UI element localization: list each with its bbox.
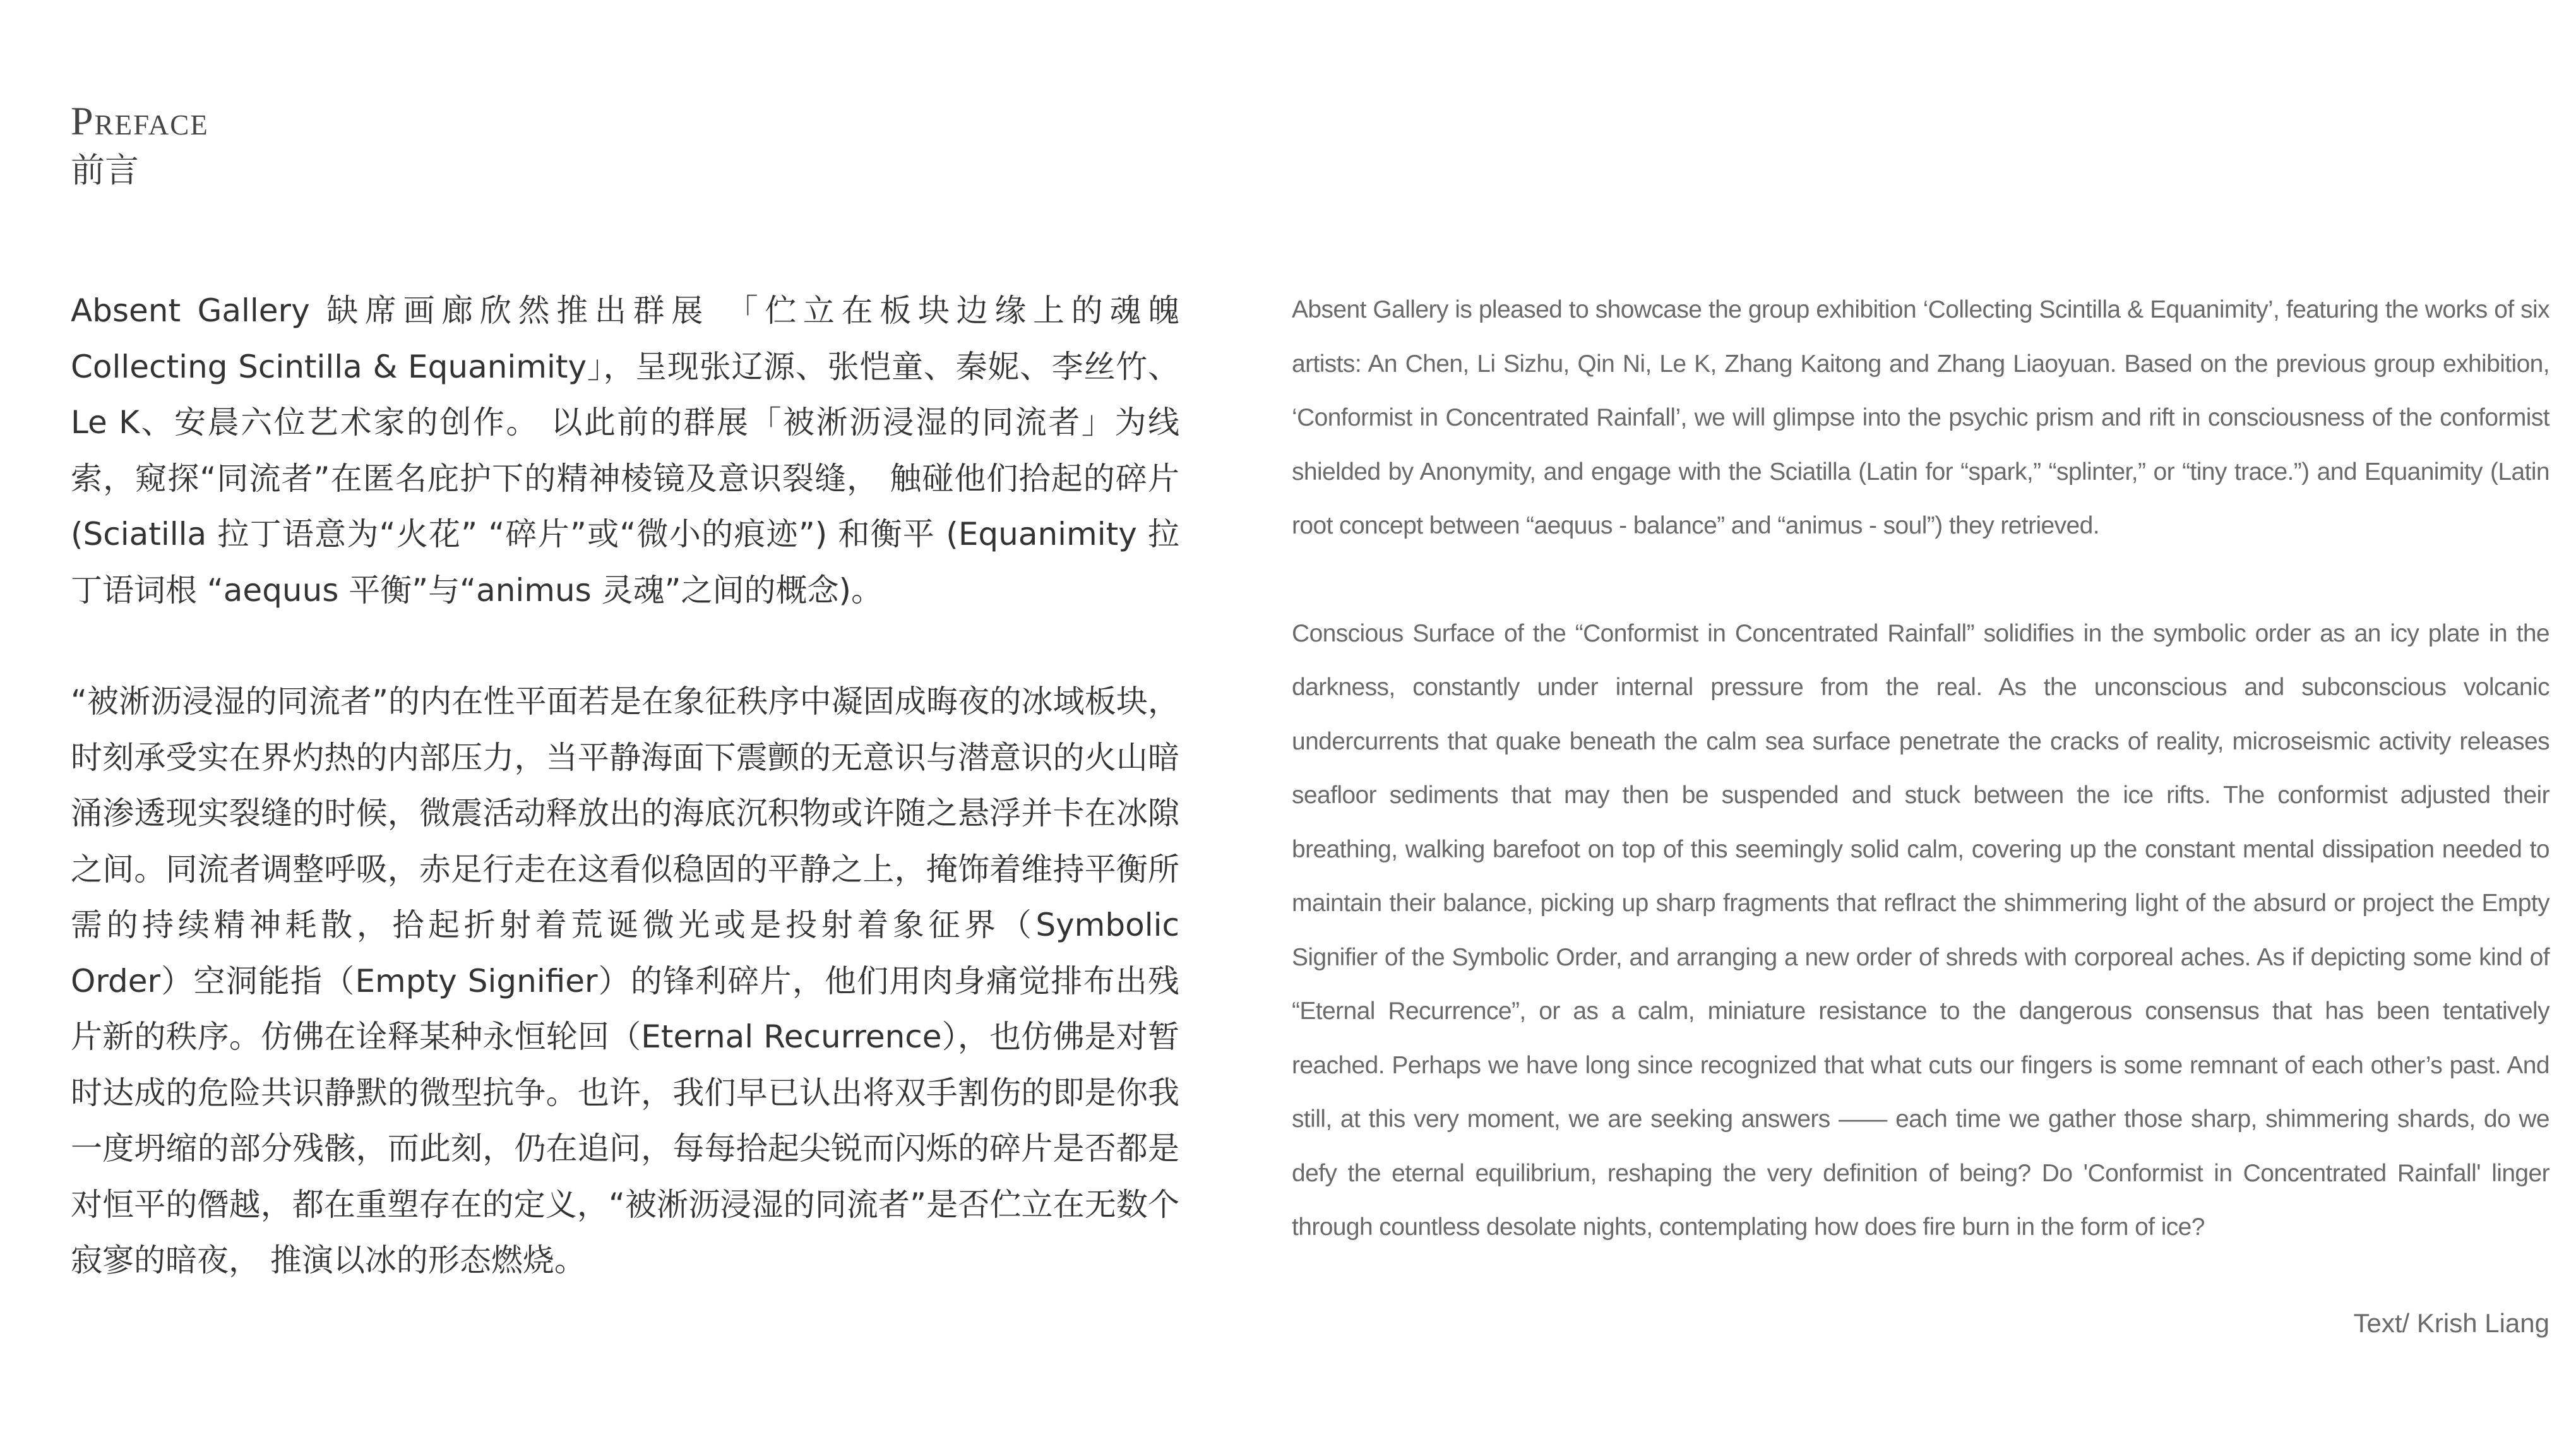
page-heading [71,96,209,194]
chinese-text-column [71,283,1179,1289]
author-credit: Text/ Krish Liang [2353,1308,2549,1338]
english-paragraph-2: Conscious Surface of the “Conformist in Concentrated Rainfall” solidifies in the symbolic order as an icy plate in the darkness, constantly under internal pressure from the real. As the unconscious and subconscious volcanic undercurrents that quake beneath the calm sea surface penetrate the cracks of reality, microseismic activity releases seafloor sediments that may then be suspended and stuck between the ice rifts. The conformist adjusted their breathing, walking barefoot on top of this seemingly solid calm, covering up the constant mental dissipation needed to maintain their balance, picking up sharp fragments that reflract the shimmering light of the absurd or project the Empty Signifier of the Symbolic Order, and arranging a new order of shreds with corporeal aches. As if depicting some kind of “Eternal Recurrence”, or as a calm, miniature resistance to the dangerous consensus that has been tentatively reached. Perhaps we have long since recognized that what cuts our fingers is some remnant of each other’s past. And still, at this very moment, we are seeking answers —— each time we gather those sharp, shimmering shards, do we defy the eternal equilibrium, reshaping the very definition of being? Do 'Conformist in Concentrated Rainfall' linger through countless desolate nights, contemplating how does fire burn in the form of ice? [1292,619,2549,1241]
chinese-paragraph-2: “被淅沥浸湿的同流者”的内在性平面若是在象征秩序中凝固成晦夜的冰域板块，时刻承受实在界灼热的内部压力，当平静海面下震颤的无意识与潜意识的火山暗涌渗透现实裂缝的时候，微震活动释放出的海底沉积物或许随之悬浮并卡在冰隙之间。同流者调整呼吸，赤足行走在这看似稳固的平静之上，掩饰着维持平衡所需的持续精神耗散，拾起折射着荒诞微光或是投射着象征界（Symbolic Order）空洞能指（Empty Signifier）的锋利碎片，他们用肉身痛觉排布出残片新的秩序。仿佛在诠释某种永恒轮回（Eternal Recurrence），也仿佛是对暂时达成的危险共识静默的微型抗争。也许，我们早已认出将双手割伤的即是你我一度坍缩的部分残骸，而此刻，仍在追问，每每拾起尖锐而闪烁的碎片是否都是对恒平的僭越，都在重塑存在的定义，“被淅沥浸湿的同流者”是否伫立在无数个寂寥的暗夜， 推演以冰的形态燃烧。 [71,683,1179,1279]
english-text-column [1292,283,2549,1255]
chinese-paragraph-1: Absent Gallery 缺席画廊欣然推出群展 「伫立在板块边缘上的魂魄 Collecting Scintilla & Equanimity」，呈现张辽源、张恺童、秦妮、李丝竹、Le K、安晨六位艺术家的创作。 以此前的群展「被淅沥浸湿的同流者」为线索，窥探“同流者”在匿名庇护下的精神棱镜及意识裂缝， 触碰他们拾起的碎片 (Sciatilla 拉丁语意为“火花” “碎片”或“微小的痕迹”) 和衡平 (Equanimity 拉丁语词根 “aequus 平衡”与“animus 灵魂”之间的概念)。 [71,292,1179,609]
heading-english: Preface [71,98,209,143]
english-paragraph-1: Absent Gallery is pleased to showcase the group exhibition ‘Collecting Scintilla & Equanimity’, featuring the works of six artists: An Chen, Li Sizhu, Qin Ni, Le K, Zhang Kaitong and Zhang Liaoyuan. Based on the previous group exhibition, ‘Conformist in Concentrated Rainfall’, we will glimpse into the psychic prism and rift in consciousness of the conformist shielded by Anonymity, and engage with the Sciatilla (Latin for “spark,” “splinter,” or “tiny trace.”) and Equanimity (Latin root concept between “aequus - balance” and “animus - soul”) they retrieved. [1292,296,2549,539]
heading-chinese: 前言 [71,150,139,190]
